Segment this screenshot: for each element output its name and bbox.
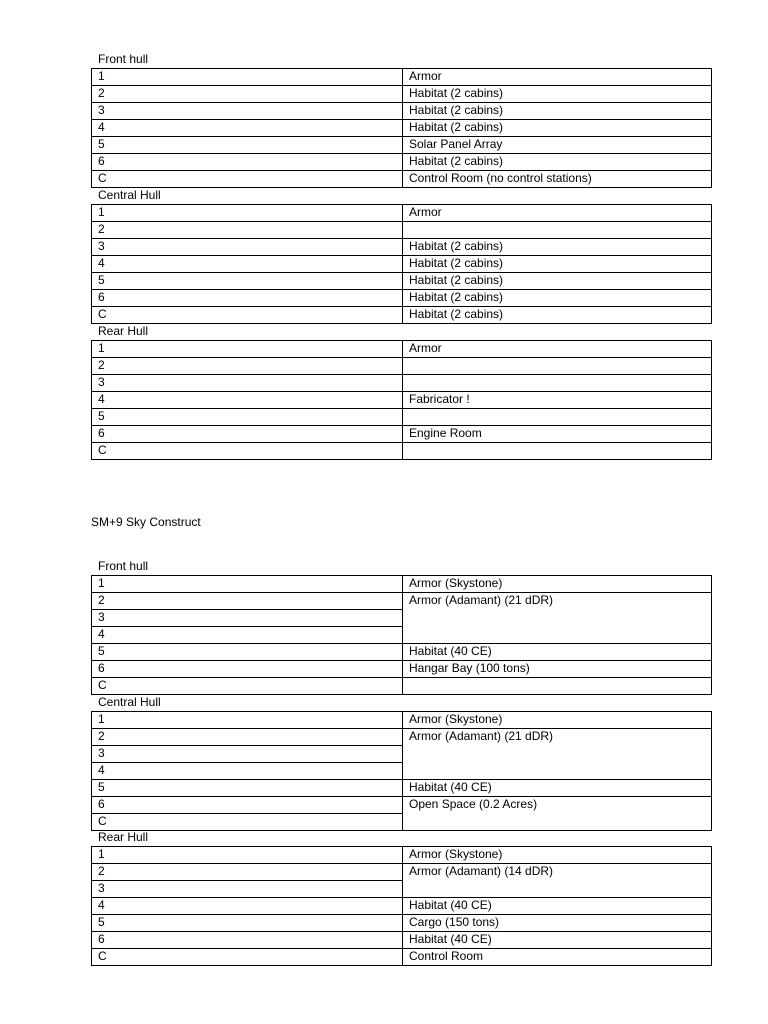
- front-hull-table: [91, 68, 712, 188]
- table-row: [92, 103, 712, 120]
- slot-component: Fabricator !: [403, 392, 712, 409]
- table-row: [92, 443, 712, 460]
- slot-number: C: [92, 443, 403, 460]
- slot-number: C: [92, 949, 403, 966]
- construct-title: SM+9 Sky Construct: [91, 515, 201, 529]
- table-row: [92, 120, 712, 137]
- table-row: [92, 932, 712, 949]
- table-row: [92, 222, 712, 239]
- slot-number: C: [92, 678, 403, 695]
- slot-number: 5: [92, 780, 403, 797]
- slot-number: 4: [92, 627, 403, 644]
- table-row: [92, 661, 712, 678]
- slot-number: 3: [92, 746, 403, 763]
- slot-number: 4: [92, 120, 403, 137]
- table-row: [92, 273, 712, 290]
- table-row: [92, 915, 712, 932]
- slot-number: 6: [92, 797, 403, 814]
- slot-component: Cargo (150 tons): [403, 915, 712, 932]
- slot-number: 5: [92, 644, 403, 661]
- central-hull-table: [91, 204, 712, 324]
- slot-number: 2: [92, 86, 403, 103]
- slot-number: 3: [92, 375, 403, 392]
- slot-component: Habitat (2 cabins): [403, 103, 712, 120]
- table-row: [92, 392, 712, 409]
- slot-number: 3: [92, 103, 403, 120]
- slot-component: [403, 375, 712, 392]
- rear-hull-label: Rear Hull: [98, 830, 149, 844]
- front-hull-table: [91, 575, 712, 695]
- slot-number: 2: [92, 222, 403, 239]
- slot-component: [403, 409, 712, 426]
- slot-number: 6: [92, 426, 403, 443]
- table-row: [92, 712, 712, 729]
- slot-number: 6: [92, 154, 403, 171]
- slot-number: 4: [92, 898, 403, 915]
- table-row: [92, 780, 712, 797]
- slot-component: Habitat (2 cabins): [403, 154, 712, 171]
- table-row: [92, 154, 712, 171]
- table-row: [92, 678, 712, 695]
- slot-component: [403, 222, 712, 239]
- table-row: [92, 86, 712, 103]
- slot-component: Habitat (2 cabins): [403, 290, 712, 307]
- front-hull-label: Front hull: [98, 52, 149, 66]
- slot-number: 4: [92, 763, 403, 780]
- slot-component: Engine Room: [403, 426, 712, 443]
- slot-component: Armor (Adamant) (21 dDR): [403, 729, 712, 780]
- table-row: [92, 576, 712, 593]
- slot-component: Armor: [403, 205, 712, 222]
- table-row: [92, 137, 712, 154]
- slot-number: 5: [92, 915, 403, 932]
- table-row: [92, 205, 712, 222]
- slot-number: 5: [92, 273, 403, 290]
- slot-number: C: [92, 814, 403, 831]
- slot-component: [403, 358, 712, 375]
- central-hull-table: [91, 711, 712, 831]
- table-row: [92, 375, 712, 392]
- table-row: [92, 358, 712, 375]
- slot-number: 4: [92, 256, 403, 273]
- slot-number: 2: [92, 358, 403, 375]
- slot-component: Habitat (2 cabins): [403, 256, 712, 273]
- slot-number: 1: [92, 712, 403, 729]
- rear-hull-table: [91, 340, 712, 460]
- slot-number: 6: [92, 661, 403, 678]
- slot-component: Control Room (no control stations): [403, 171, 712, 188]
- slot-component: Open Space (0.2 Acres): [403, 797, 712, 831]
- rear-hull-label: Rear Hull: [98, 324, 149, 338]
- table-row: [92, 256, 712, 273]
- slot-component: Armor (Adamant) (21 dDR): [403, 593, 712, 644]
- table-row: [92, 69, 712, 86]
- table-row: [92, 847, 712, 864]
- slot-number: 5: [92, 137, 403, 154]
- slot-number: 3: [92, 239, 403, 256]
- slot-number: C: [92, 171, 403, 188]
- slot-number: 1: [92, 205, 403, 222]
- slot-component: [403, 443, 712, 460]
- table-row: [92, 239, 712, 256]
- table-row: [92, 864, 712, 881]
- table-row: [92, 593, 712, 610]
- slot-component: Armor (Skystone): [403, 847, 712, 864]
- slot-component: Solar Panel Array: [403, 137, 712, 154]
- slot-component: Armor (Skystone): [403, 576, 712, 593]
- central-hull-label: Central Hull: [98, 695, 161, 709]
- slot-number: 2: [92, 593, 403, 610]
- slot-number: 1: [92, 576, 403, 593]
- table-row: [92, 290, 712, 307]
- front-hull-label: Front hull: [98, 559, 149, 573]
- slot-number: 1: [92, 847, 403, 864]
- central-hull-label: Central Hull: [98, 188, 161, 202]
- table-row: [92, 797, 712, 814]
- slot-component: Armor: [403, 341, 712, 358]
- table-row: [92, 171, 712, 188]
- slot-number: 6: [92, 290, 403, 307]
- table-row: [92, 341, 712, 358]
- slot-component: Habitat (2 cabins): [403, 86, 712, 103]
- slot-number: C: [92, 307, 403, 324]
- table-row: [92, 307, 712, 324]
- table-row: [92, 644, 712, 661]
- table-row: [92, 729, 712, 746]
- slot-component: Control Room: [403, 949, 712, 966]
- slot-number: 2: [92, 729, 403, 746]
- slot-number: 3: [92, 610, 403, 627]
- slot-component: Armor (Skystone): [403, 712, 712, 729]
- slot-component: Habitat (2 cabins): [403, 239, 712, 256]
- table-row: [92, 426, 712, 443]
- slot-component: [403, 678, 712, 695]
- rear-hull-table: [91, 846, 712, 966]
- table-row: [92, 409, 712, 426]
- slot-component: Hangar Bay (100 tons): [403, 661, 712, 678]
- slot-number: 6: [92, 932, 403, 949]
- slot-component: Armor (Adamant) (14 dDR): [403, 864, 712, 898]
- slot-component: Habitat (40 CE): [403, 898, 712, 915]
- slot-component: Habitat (40 CE): [403, 644, 712, 661]
- table-row: [92, 898, 712, 915]
- slot-component: Habitat (2 cabins): [403, 273, 712, 290]
- slot-component: Habitat (2 cabins): [403, 120, 712, 137]
- slot-component: Habitat (40 CE): [403, 932, 712, 949]
- table-row: [92, 949, 712, 966]
- slot-component: Habitat (2 cabins): [403, 307, 712, 324]
- slot-number: 1: [92, 69, 403, 86]
- slot-number: 2: [92, 864, 403, 881]
- slot-component: Habitat (40 CE): [403, 780, 712, 797]
- slot-component: Armor: [403, 69, 712, 86]
- slot-number: 4: [92, 392, 403, 409]
- slot-number: 5: [92, 409, 403, 426]
- slot-number: 3: [92, 881, 403, 898]
- slot-number: 1: [92, 341, 403, 358]
